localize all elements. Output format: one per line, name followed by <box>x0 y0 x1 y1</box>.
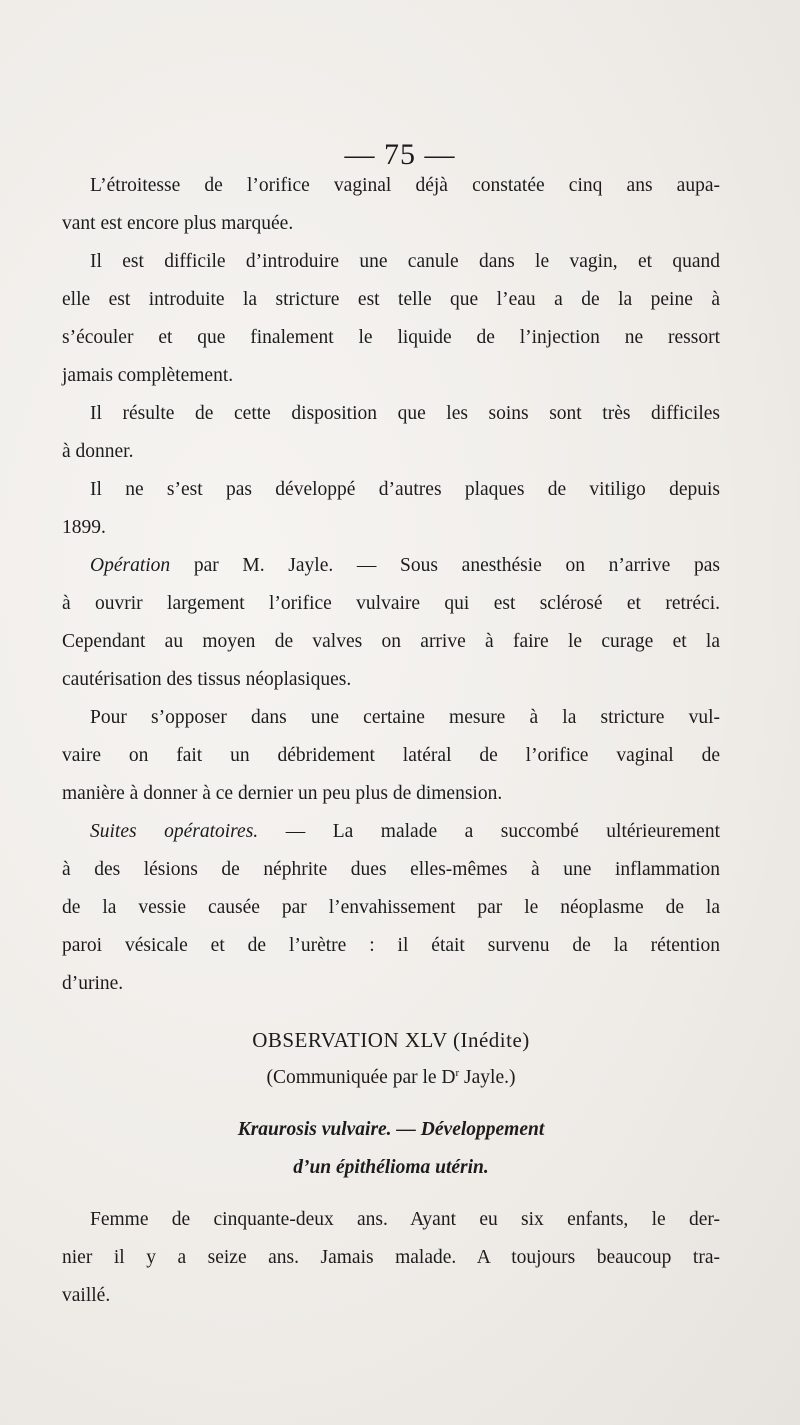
text-line: jamais complètement. <box>62 365 234 386</box>
paragraph-2 <box>62 243 720 395</box>
communicated-text: (Communiquée par le D <box>266 1067 456 1088</box>
suites-heading: Suites opératoires. <box>90 821 259 842</box>
text-line: Il ne s’est pas développé d’autres plaques de vitiligo depuis <box>90 479 720 500</box>
text-fragment: par M. Jayle. — Sous anesthésie on n’arrive pas <box>170 555 720 576</box>
text-line: de la vessie causée par l’envahissement par le néoplasme de la <box>62 897 720 918</box>
paragraph-3 <box>62 395 720 471</box>
text-line: Pour s’opposer dans une certaine mesure à la stricture vul- <box>90 707 720 728</box>
paragraph-6 <box>62 699 720 813</box>
text-line: Il est difficile d’introduire une canule dans le vagin, et quand <box>90 251 720 272</box>
text-line: 1899. <box>62 517 106 538</box>
text-line: nier il y a seize ans. Jamais malade. A toujours beaucoup tra- <box>62 1247 720 1268</box>
communicated-text: Jayle.) <box>459 1067 516 1088</box>
text-line <box>62 547 720 585</box>
operation-heading: Opération <box>90 555 171 576</box>
text-line: Cependant au moyen de valves on arrive à faire le curage et la <box>62 631 720 652</box>
observation-communicated <box>62 1059 720 1097</box>
text-line <box>62 813 720 851</box>
text-line: à des lésions de néphrite dues elles-mêmes à une inflammation <box>62 859 720 880</box>
paragraph-1 <box>62 167 720 243</box>
text-line: à ouvrir largement l’orifice vulvaire qui est sclérosé et retréci. <box>62 593 720 614</box>
text-line: à donner. <box>62 441 134 462</box>
text-line: s’écouler et que finalement le liquide de l’injection ne ressort <box>62 327 720 348</box>
text-line: manière à donner à ce dernier un peu plus de dimension. <box>62 783 503 804</box>
page-body <box>62 167 720 1315</box>
text-fragment: — La malade a succombé ultérieurement <box>258 821 720 842</box>
text-line: d’urine. <box>62 973 124 994</box>
observation-subtitle-line-1: Kraurosis vulvaire. — Développement <box>237 1119 545 1140</box>
paragraph-patient <box>62 1201 720 1315</box>
text-line: Il résulte de cette disposition que les soins sont très difficiles <box>90 403 720 424</box>
paragraph-operation <box>62 547 720 699</box>
text-line: vaillé. <box>62 1285 111 1306</box>
text-line: L’étroitesse de l’orifice vaginal déjà constatée cinq ans aupa- <box>90 175 720 196</box>
text-line: vaire on fait un débridement latéral de l’orifice vaginal de <box>62 745 720 766</box>
text-line: elle est introduite la stricture est telle que l’eau a de la peine à <box>62 289 720 310</box>
observation-title: OBSERVATION XLV (Inédite) <box>252 1028 530 1052</box>
text-line: cautérisation des tissus néoplasiques. <box>62 669 352 690</box>
paragraph-suites <box>62 813 720 1003</box>
text-line: Femme de cinquante-deux ans. Ayant eu six enfants, le der- <box>90 1209 720 1230</box>
observation-subtitle-line-2: d’un épithélioma utérin. <box>293 1157 489 1178</box>
text-line: vant est encore plus marquée. <box>62 213 294 234</box>
page-number: — 75 — <box>344 138 456 171</box>
text-line: paroi vésicale et de l’urètre : il était survenu de la rétention <box>62 935 720 956</box>
communicated-superscript: r <box>455 1067 460 1079</box>
paragraph-4 <box>62 471 720 547</box>
